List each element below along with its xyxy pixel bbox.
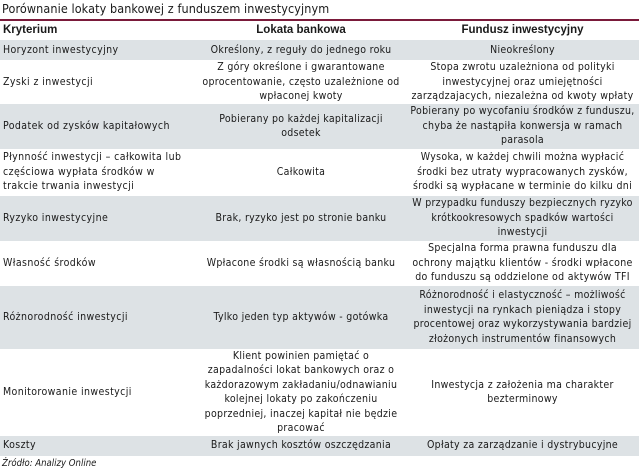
criterion-cell: Monitorowanie inwestycji xyxy=(0,349,196,436)
table-row xyxy=(0,104,639,149)
column-header-investment-fund: Fundusz inwestycyjny xyxy=(461,24,584,37)
table-row xyxy=(0,40,639,60)
comparison-table xyxy=(0,21,639,456)
column-header-criterion: Kryterium xyxy=(3,24,58,37)
table-header-row xyxy=(0,21,639,40)
bank-deposit-cell: Pobierany po każdej kapitalizacji odsetek xyxy=(196,104,406,149)
criterion-cell: Płynność inwestycji – całkowita lub częściowa wypłata środków w trakcie trwania inwestycji xyxy=(0,149,196,196)
investment-fund-cell: Opłaty za zarządzanie i dystrybucyjne xyxy=(406,436,639,456)
bank-deposit-cell: Brak jawnych kosztów oszczędzania xyxy=(196,436,406,456)
table-row xyxy=(0,286,639,349)
bank-deposit-cell: Całkowita xyxy=(196,149,406,196)
investment-fund-cell: Różnorodność i elastyczność – możliwość inwestycji na rynkach pieniądza i stopy procentowej oraz wykorzystywania bardziej złożonych instrumentów finansowych xyxy=(406,286,639,349)
criterion-cell: Podatek od zysków kapitałowych xyxy=(0,104,196,149)
investment-fund-cell: Wysoka, w każdej chwili można wypłacić środki bez utraty wypracowanych zysków, środki są wypłacane w terminie do kilku dni xyxy=(406,149,639,196)
table-row xyxy=(0,436,639,456)
criterion-cell: Zyski z inwestycji xyxy=(0,60,196,104)
table-row xyxy=(0,349,639,436)
investment-fund-cell: W przypadku funduszy bezpiecznych ryzyko krótkookresowych spadków wartości inwestycji xyxy=(406,196,639,241)
bank-deposit-cell: Wpłacone środki są własnością banku xyxy=(196,241,406,286)
criterion-cell: Własność środków xyxy=(0,241,196,286)
criterion-cell: Ryzyko inwestycyjne xyxy=(0,196,196,241)
table-row xyxy=(0,241,639,286)
investment-fund-cell: Pobierany po wycofaniu środków z funduszu, chyba że nastąpiła konwersja w ramach parasola xyxy=(406,104,639,149)
bank-deposit-cell: Określony, z reguły do jednego roku xyxy=(196,40,406,60)
column-header-bank-deposit: Lokata bankowa xyxy=(256,24,346,37)
bank-deposit-cell: Klient powinien pamiętać o zapadalności lokat bankowych oraz o każdorazowym zakładaniu/odnawianiu kolejnej lokaty po zakończeniu poprzedniej, inaczej kapitał nie będzie pracować xyxy=(196,349,406,436)
bank-deposit-cell: Z góry określone i gwarantowane oprocentowanie, często uzależnione od wpłaconej kwoty xyxy=(196,60,406,104)
table-row xyxy=(0,196,639,241)
table-row xyxy=(0,149,639,196)
investment-fund-cell: Specjalna forma prawna funduszu dla ochrony majątku klientów - środki wpłacone do funduszu są oddzielone od aktywów TFI xyxy=(406,241,639,286)
criterion-cell: Koszty xyxy=(0,436,196,456)
bank-deposit-cell: Brak, ryzyko jest po stronie banku xyxy=(196,196,406,241)
investment-fund-cell: Inwestycja z założenia ma charakter bezterminowy xyxy=(406,349,639,436)
criterion-cell: Horyzont inwestycyjny xyxy=(0,40,196,60)
criterion-cell: Różnorodność inwestycji xyxy=(0,286,196,349)
investment-fund-cell: Stopa zwrotu uzależniona od polityki inwestycyjnej oraz umiejętności zarządzajacych, niezależna od kwoty wpłaty xyxy=(406,60,639,104)
bank-deposit-cell: Tylko jeden typ aktywów - gotówka xyxy=(196,286,406,349)
source-note: Źródło: Analizy Online xyxy=(2,458,97,469)
table-row xyxy=(0,60,639,104)
page-title: Porównanie lokaty bankowej z funduszem inwestycyjnym xyxy=(2,1,330,16)
investment-fund-cell: Nieokreślony xyxy=(406,40,639,60)
